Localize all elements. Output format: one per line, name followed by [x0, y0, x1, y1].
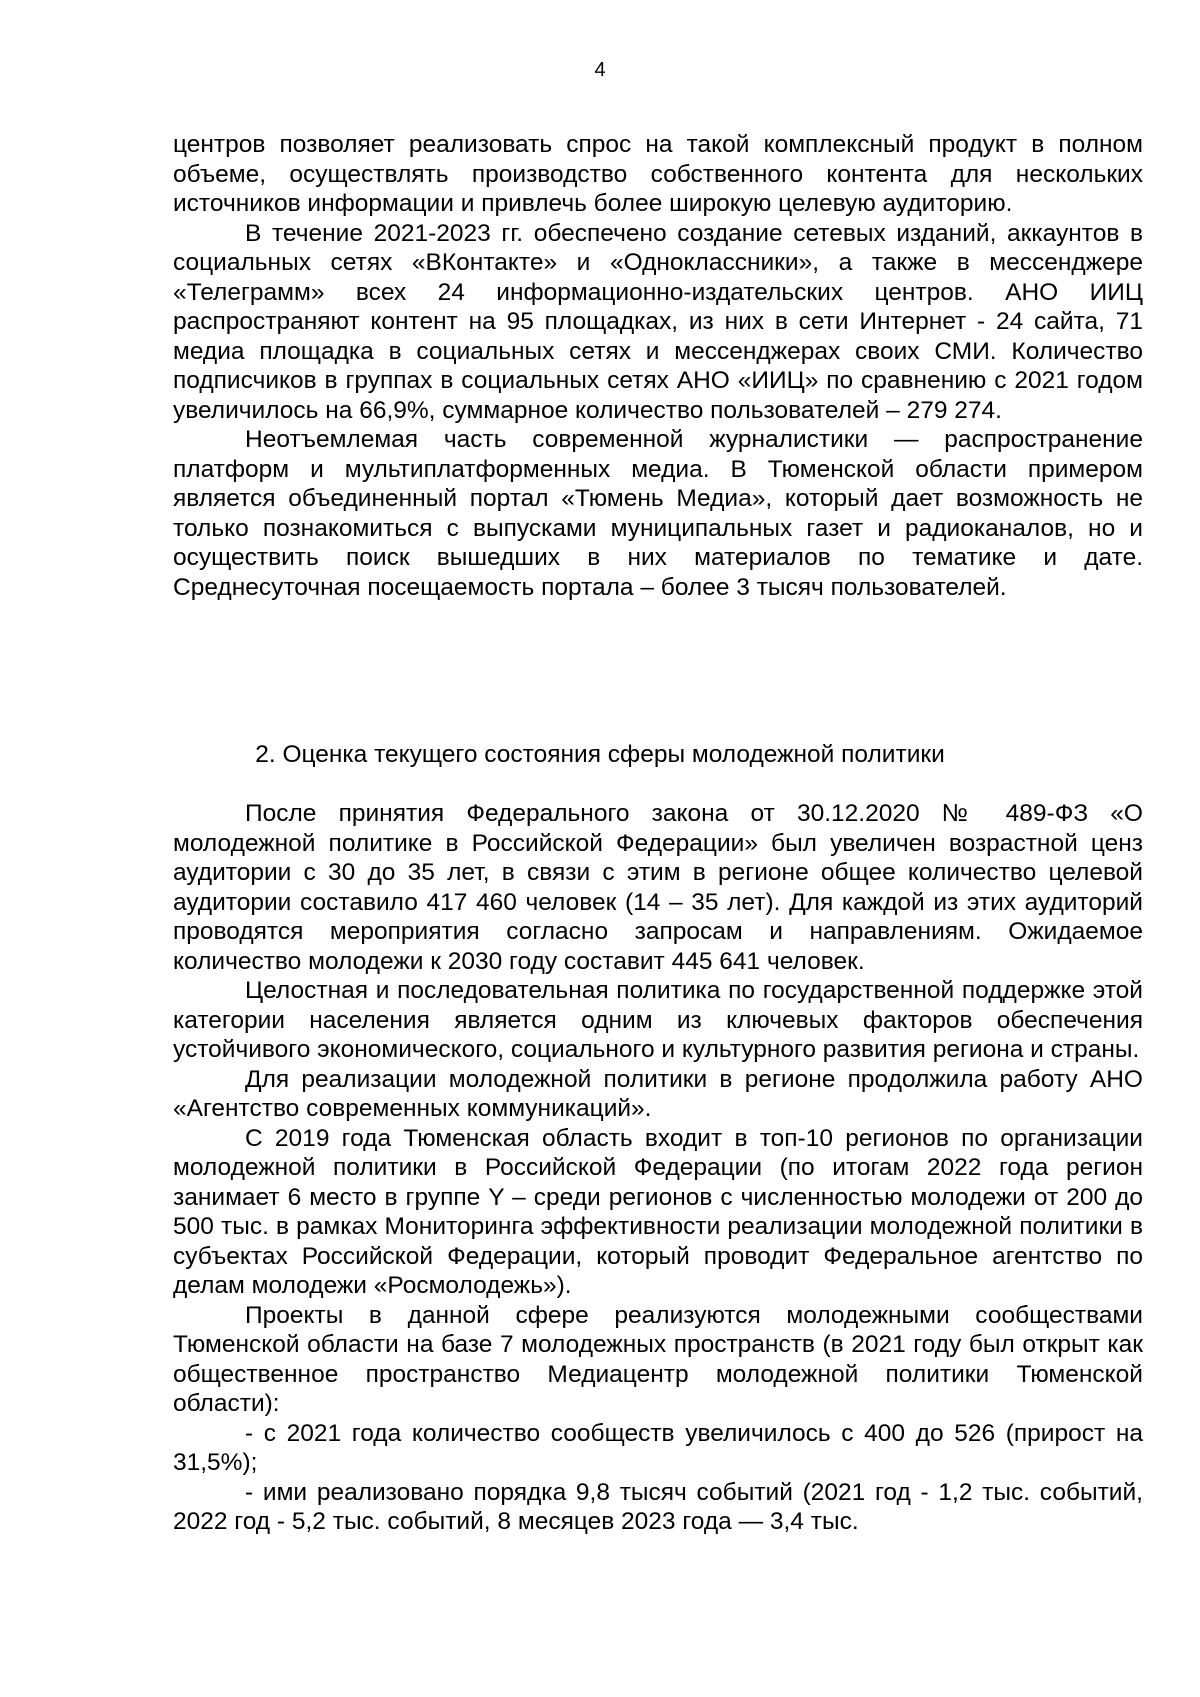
section-heading: 2. Оценка текущего состояния сферы молодежной политики [255, 741, 945, 768]
paragraph-top10-regions: С 2019 года Тюменская область входит в топ-10 регионов по организации молодежной политики в Российской Федерации (по итогам 2022 года регион занимает 6 место в группе Y – среди регионов с численностью молодежи от 200 до 500 тыс. в рамках Мониторинга эффективности реализации молодежной политики в субъектах Российской Федерации, который проводит Федеральное агентство по делам молодежи «Росмолодежь»). [173, 1124, 1143, 1299]
list-item-events: - ими реализовано порядка 9,8 тысяч событий (2021 год - 1,2 тыс. событий, 2022 год - 5,2 тыс. событий, 8 месяцев 2023 года — 3,4 тыс. [173, 1478, 1143, 1535]
paragraph-state-support: Целостная и последовательная политика по государственной поддержке этой категории населения является одним из ключевых факторов обеспечения устойчивого экономического, социального и культурного развития региона и страны. [173, 977, 1143, 1063]
paragraph-youth-spaces: Проекты в данной сфере реализуются молодежными сообществами Тюменской области на базе 7 молодежных пространств (в 2021 году был открыт как общественное пространство Медиацентр молодежной политики Тюменской области): [173, 1301, 1143, 1417]
paragraph-federal-law: После принятия Федерального закона от 30.12.2020 № 489-ФЗ «О молодежной политике в Российской Федерации» был увеличен возрастной ценз аудитории с 30 до 35 лет, в связи с этим в регионе общее количество целевой аудитории составило 417 460 человек (14 – 35 лет). Для каждой из этих аудиторий проводятся мероприятия согласно запросам и направлениям. Ожидаемое количество молодежи к 2030 году составит 445 641 человек. [173, 800, 1143, 975]
paragraph-continuation: центров позволяет реализовать спрос на такой комплексный продукт в полном объеме, осуществлять производство собственного контента для нескольких источников информации и привлечь более широкую целевую аудиторию. [173, 131, 1143, 217]
page-number: 4 [594, 59, 606, 81]
paragraph-multiplatform-media: Неотъемлемая часть современной журналистики — распространение платформ и мультиплатформенных медиа. В Тюменской области примером является объединенный портал «Тюмень Медиа», который дает возможность не только познакомиться с выпусками муниципальных газет и радиоканалов, но и осуществить поиск вышедших в них материалов по тематике и дате. Среднесуточная посещаемость портала – более 3 тысяч пользователей. [173, 426, 1143, 601]
section-text-block [173, 799, 1143, 1537]
list-item-communities: - с 2021 года количество сообществ увеличилось с 400 до 526 (прирост на 31,5%); [173, 1419, 1143, 1476]
paragraph-agency: Для реализации молодежной политики в регионе продолжила работу АНО «Агентство современных коммуникаций». [173, 1065, 1143, 1122]
intro-text-block [173, 130, 1143, 602]
paragraph-network-media: В течение 2021-2023 гг. обеспечено создание сетевых изданий, аккаунтов в социальных сетях «ВКонтакте» и «Одноклассники», а также в мессенджере «Телеграмм» всех 24 информационно-издательских центров. АНО ИИЦ распространяют контент на 95 площадках, из них в сети Интернет - 24 сайта, 71 медиа площадка в социальных сетях и мессенджерах своих СМИ. Количество подписчиков в группах в социальных сетях АНО «ИИЦ» по сравнению с 2021 годом увеличилось на 66,9%, суммарное количество пользователей – 279 274. [173, 219, 1143, 424]
